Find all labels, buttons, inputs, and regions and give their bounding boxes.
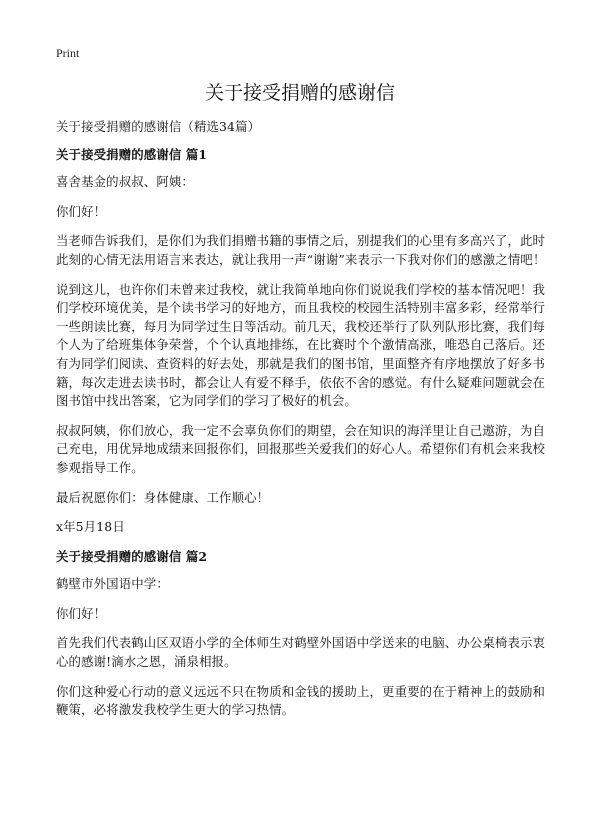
page-title: 关于接受捐赠的感谢信: [204, 82, 395, 104]
salutation: 喜舍基金的叔叔、阿姨：: [56, 174, 194, 190]
salutation: 鹤壁市外国语中学：: [56, 576, 169, 592]
body-paragraph: 你们这种爱心行动的意义远远不只在物质和金钱的援助上，更重要的在于精神上的鼓励和鞭策，必将激发我校学生更大的学习热情。: [56, 683, 546, 718]
body-paragraph: 说到这儿，也许你们未曾来过我校，就让我简单地向你们说说我们学校的基本情况吧！我们学校环境优美，是个读书学习的好地方，而且我校的校园生活特别丰富多彩，经常举行一些朗读比赛，每月为同学过生日等活动。前几天，我校还举行了队列队形比赛，我们每个人为了给班集体争荣誉，个个认真地排练，在比赛时个个激情高涨，唯恐自己落后。还有为同学们阅读、查资料的好去处，那就是我们的图书馆，里面整齐有序地摆放了好多书籍，每次走进去读书时，都会让人有爱不释手，依依不舍的感觉。有什么疑难问题就会在图书馆中找出答案，它为同学们的学习了极好的机会。: [56, 281, 546, 409]
closing-wish: 最后祝愿你们：身体健康、工作顺心！: [56, 489, 270, 505]
document-body: [56, 118, 550, 731]
document-subtitle: 关于接受捐赠的感谢信（精选34篇）: [56, 119, 261, 134]
body-paragraph: 当老师告诉我们，是你们为我们捐赠书籍的事情之后，别提我们的心里有多高兴了，此时此刻的心情无法用语言来表达，就让我用一声“谢谢”来表示一下我对你们的感激之情吧！: [56, 233, 546, 267]
body-paragraph: 首先我们代表鹤山区双语小学的全体师生对鹤壁外国语中学送来的电脑、办公桌椅表示衷心的感谢!滴水之恩，涌泉相报。: [56, 635, 546, 670]
section-heading-1: 关于接受捐赠的感谢信 篇1: [56, 146, 208, 162]
greeting: 你们好！: [56, 203, 107, 219]
greeting: 你们好！: [56, 605, 107, 621]
body-paragraph: 叔叔阿姨，你们放心，我一定不会辜负你们的期望，会在知识的海洋里让自己遨游，为自己充电，用优异地成绩来回报你们，回报那些关爱我们的好心人。希望你们有机会来我校参观指导工作。: [56, 422, 546, 475]
date-line: x年5月18日: [56, 519, 125, 535]
section-heading-2: 关于接受捐赠的感谢信 篇2: [56, 548, 208, 564]
print-link[interactable]: Print: [56, 46, 80, 60]
